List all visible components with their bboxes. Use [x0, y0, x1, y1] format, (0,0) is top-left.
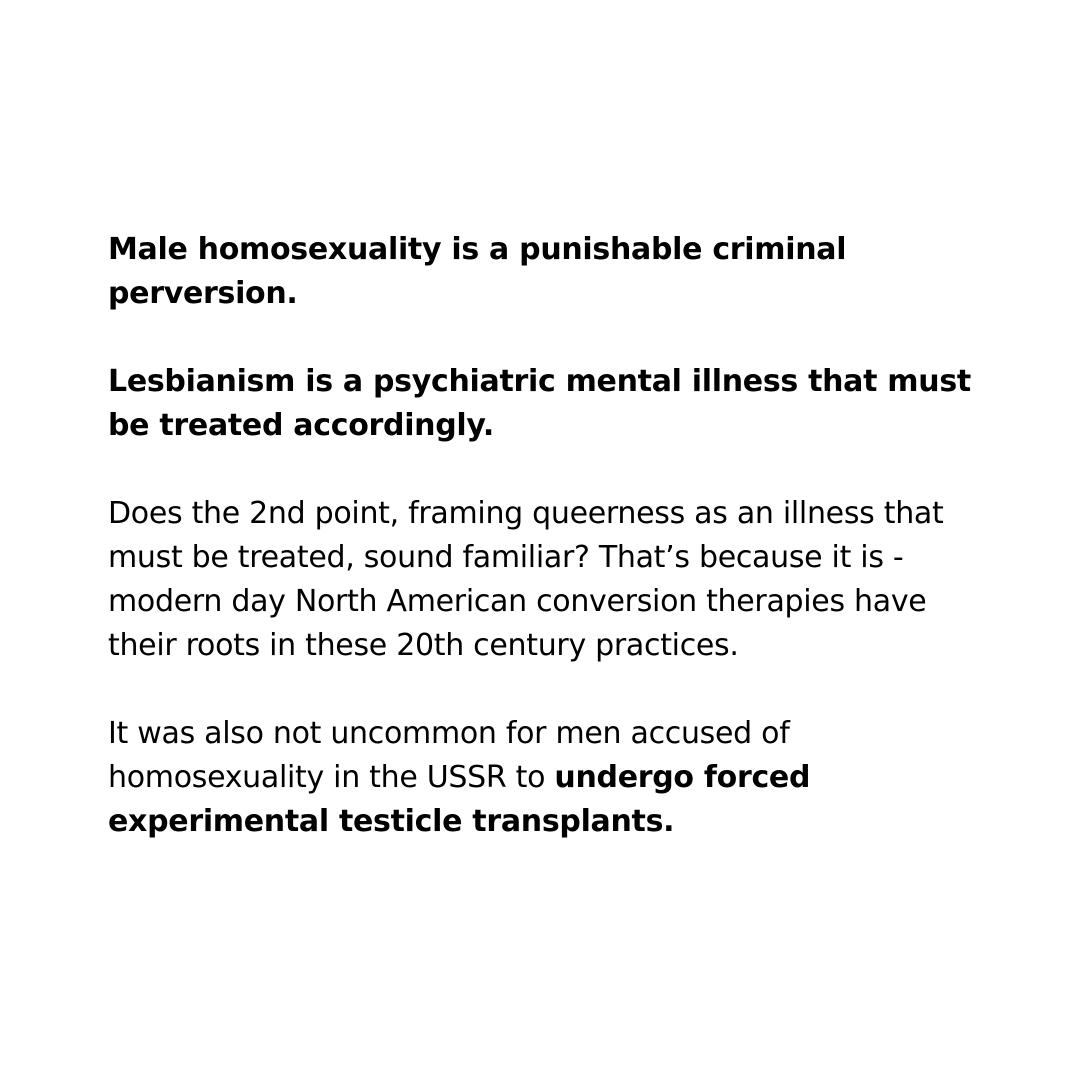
paragraph-male-homosexuality: Male homosexuality is a punishable criminal perversion. [108, 232, 847, 311]
paragraph-lesbianism: Lesbianism is a psychiatric mental illness that must be treated accordingly. [108, 364, 971, 443]
paragraph-ussr-transplants [108, 712, 988, 844]
paragraph-ussr-regular-text: It was also not uncommon for men accused of homosexuality in the USSR to [108, 716, 790, 795]
paragraph-ussr-bold-text: undergo forced experimental testicle transplants. [108, 760, 811, 839]
paragraph-conversion-therapy: Does the 2nd point, framing queerness as an illness that must be treated, sound familiar? That’s because it is - modern day North American conversion therapies have their roots in these 20th century practices. [108, 496, 944, 663]
text-content [108, 228, 988, 844]
